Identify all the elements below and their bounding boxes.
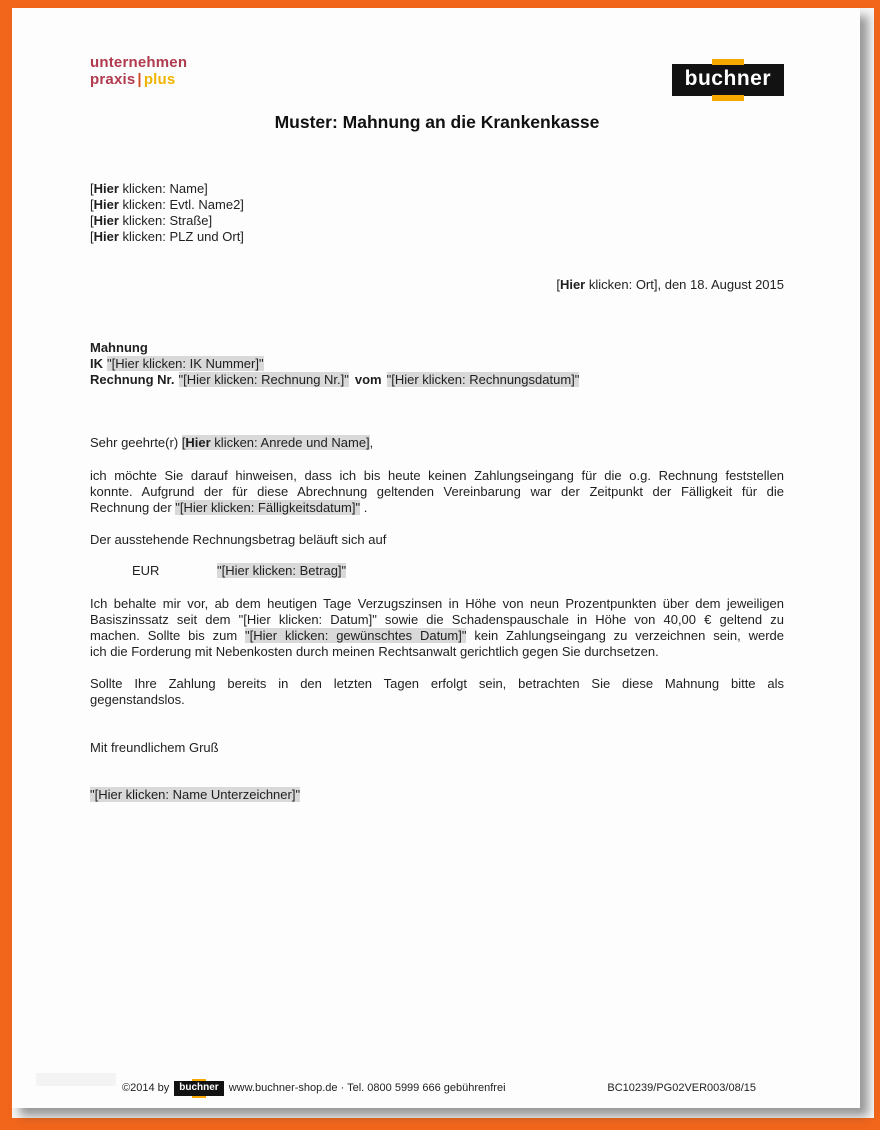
paragraph-line: ich die Forderung mit Nebenkosten durch meinen Rechtsanwalt gerichtlich gegen Sie durchsetzen. [90, 644, 659, 659]
text-segment: Basiszinssatz seit dem [90, 612, 239, 627]
paragraph-payment-missing [90, 468, 784, 516]
closing-greeting: Mit freundlichem Gruß [90, 740, 219, 755]
text-segment: kein Zahlungseingang zu verzeichnen sein, werde [466, 628, 784, 643]
paragraph-disregard-note [90, 676, 784, 708]
invoice-date-field[interactable]: "[Hier klicken: Rechnungsdatum]" [386, 372, 580, 387]
hier-word: Hier [185, 435, 211, 450]
invoice-line [90, 372, 784, 388]
desired-date-field[interactable]: "[Hier klicken: gewünschtes Datum]" [245, 628, 467, 643]
vom-label: vom [354, 372, 382, 387]
header [90, 54, 784, 94]
copyright-text: ©2014 by [122, 1082, 170, 1094]
mahnung-heading: Mahnung [90, 340, 148, 355]
text-segment: . [360, 500, 368, 515]
salutation-comma: , [369, 435, 374, 450]
amount-line [90, 563, 784, 579]
signature-name-field[interactable]: "[Hier klicken: Name Unterzeichner]" [90, 787, 301, 802]
hier-word: Hier [93, 197, 119, 212]
bracket: [ [90, 229, 94, 244]
footer-document-code: BC10239/PG02VER003/08/15 [607, 1082, 756, 1094]
field-text: klicken: Name] [118, 181, 208, 196]
up-logo-praxis: praxis [90, 71, 136, 88]
recipient-street-field[interactable] [90, 213, 784, 229]
text-segment: Rechnung der [90, 500, 176, 515]
field-text: klicken: Evtl. Name2] [118, 197, 244, 212]
ik-number-field[interactable]: "[Hier klicken: IK Nummer]" [107, 356, 264, 371]
paragraph-line: konnte. Aufgrund der für diese Abrechnung geltenden Vereinbarung war der Zeitpunkt der Fälligkeit für die [90, 484, 784, 499]
hier-word: Hier [93, 213, 119, 228]
bracket: [ [556, 277, 560, 292]
buchner-logo: buchner [672, 64, 784, 96]
unternehmen-praxis-plus-logo [90, 54, 187, 88]
salutation-name-field[interactable] [182, 435, 370, 450]
faint-watermark [36, 1073, 116, 1086]
hier-word: Hier [93, 181, 119, 196]
invoice-label: Rechnung Nr. [90, 372, 175, 387]
field-text: klicken: PLZ und Ort] [118, 229, 244, 244]
text-segment: sowie die Schadenspauschale in Höhe von 40,00 € geltend zu [376, 612, 784, 627]
field-text: klicken: Ort] [585, 277, 658, 292]
reference-block [90, 340, 784, 388]
amount-intro: Der ausstehende Rechnungsbetrag beläuft sich auf [90, 532, 387, 547]
text-segment: machen. Sollte bis zum [90, 628, 246, 643]
bracket: [ [181, 435, 186, 450]
up-logo-line1: unternehmen [90, 54, 188, 71]
bracket: [ [90, 213, 94, 228]
recipient-address-block [90, 181, 784, 245]
salutation-prefix: Sehr geehrte(r) [90, 435, 182, 450]
bracket: [ [90, 197, 94, 212]
paragraph-line: Sollte Ihre Zahlung bereits in den letzten Tagen erfolgt sein, betrachten Sie diese Mahnung bitte als [90, 676, 784, 691]
field-text: klicken: Straße] [118, 213, 213, 228]
ik-label: IK [90, 356, 103, 371]
signature-line [90, 787, 784, 803]
recipient-name2-field[interactable] [90, 197, 784, 213]
invoice-number-field[interactable]: "[Hier klicken: Rechnung Nr.]" [178, 372, 349, 387]
field-text: klicken: Anrede und Name] [210, 435, 370, 450]
paragraph-interest-warning [90, 596, 784, 660]
hier-word: Hier [93, 229, 119, 244]
interest-date-field[interactable]: "[Hier klicken: Datum]" [238, 612, 377, 627]
footer-copyright-block [122, 1080, 506, 1096]
up-logo-separator: | [137, 71, 142, 88]
paragraph-line [90, 628, 784, 644]
recipient-city-field[interactable] [90, 229, 784, 245]
date-line [90, 277, 784, 293]
page-title: Muster: Mahnung an die Krankenkasse [274, 112, 600, 132]
amount-field[interactable]: "[Hier klicken: Betrag]" [217, 563, 347, 578]
currency-label: EUR [132, 563, 160, 578]
hier-word: Hier [559, 277, 586, 292]
paragraph-line: ich möchte Sie darauf hinweisen, dass ich bis heute keinen Zahlungseingang für die o.g. Rechnung feststellen [90, 468, 784, 483]
paragraph-line [90, 500, 784, 516]
footer-contact-text: www.buchner-shop.de · Tel. 0800 5999 666 gebührenfrei [228, 1082, 506, 1094]
letter-page [12, 8, 860, 1108]
paragraph-line: Ich behalte mir vor, ab dem heutigen Tage Verzugszinsen in Höhe von neun Prozentpunkten über dem jeweiligen [90, 596, 784, 611]
date-text: , den 18. August 2015 [657, 277, 784, 292]
place-field[interactable] [556, 277, 657, 292]
paragraph-line [90, 612, 784, 628]
buchner-mini-logo: buchner [174, 1081, 223, 1096]
paragraph-line: gegenstandslos. [90, 692, 185, 707]
up-logo-line2 [90, 71, 187, 88]
recipient-name-field[interactable] [90, 181, 784, 197]
due-date-field[interactable]: "[Hier klicken: Fälligkeitsdatum]" [175, 500, 361, 515]
footer [122, 1080, 756, 1096]
ik-line [90, 356, 784, 372]
up-logo-plus: plus [143, 71, 176, 88]
salutation-line [90, 435, 784, 451]
bracket: [ [90, 181, 94, 196]
